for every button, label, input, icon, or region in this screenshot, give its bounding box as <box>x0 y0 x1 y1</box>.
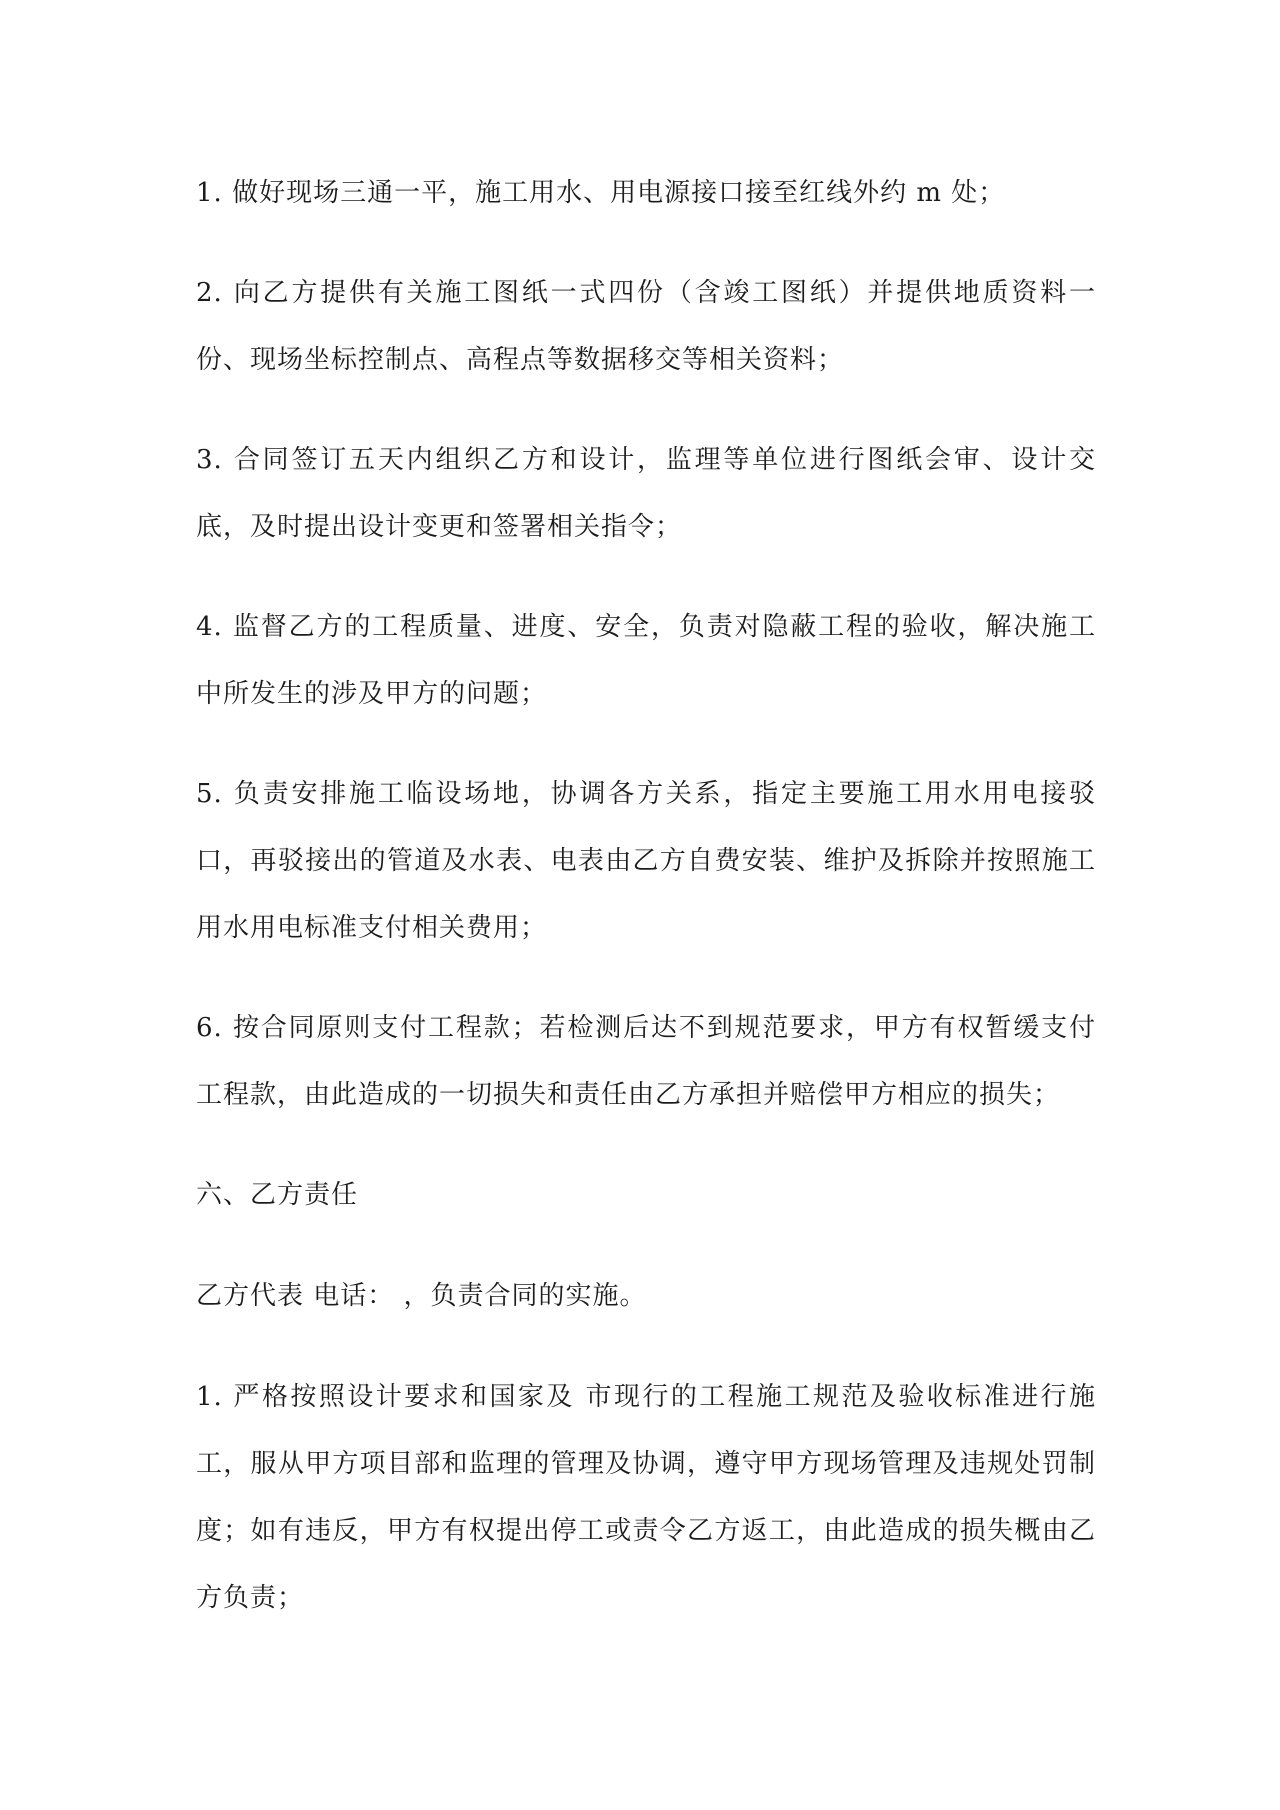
clause-3-review: 3. 合同签订五天内组织乙方和设计，监理等单位进行图纸会审、设计交底，及时提出设计变更和签署相关指令； <box>196 445 1096 542</box>
party-b-representative: 乙方代表 电话： ，负责合同的实施。 <box>196 1281 647 1311</box>
clause-6-payment: 6. 按合同原则支付工程款；若检测后达不到规范要求，甲方有权暂缓支付工程款，由此造成的一切损失和责任由乙方承担并赔偿甲方相应的损失； <box>196 1013 1096 1110</box>
document-body <box>196 160 1096 1665</box>
clause-4-supervision: 4. 监督乙方的工程质量、进度、安全，负责对隐蔽工程的验收，解决施工中所发生的涉及甲方的问题； <box>196 612 1096 709</box>
clause-1-site-prep: 1. 做好现场三通一平，施工用水、用电源接口接至红线外约 m 处； <box>196 178 1006 208</box>
clause-5-temp-facilities: 5. 负责安排施工临设场地，协调各方关系，指定主要施工用水用电接驳口，再驳接出的管道及水表、电表由乙方自费安装、维护及拆除并按照施工用水用电标准支付相关费用； <box>196 779 1096 943</box>
party-b-clause-1: 1. 严格按照设计要求和国家及 市现行的工程施工规范及验收标准进行施工，服从甲方项目部和监理的管理及协调，遵守甲方现场管理及违规处罚制度；如有违反，甲方有权提出停工或责令乙方返工，由此造成的损失概由乙方负责； <box>196 1382 1096 1613</box>
clause-2-drawings: 2. 向乙方提供有关施工图纸一式四份（含竣工图纸）并提供地质资料一份、现场坐标控制点、高程点等数据移交等相关资料； <box>196 278 1096 375</box>
section-heading-party-b: 六、乙方责任 <box>196 1180 359 1210</box>
